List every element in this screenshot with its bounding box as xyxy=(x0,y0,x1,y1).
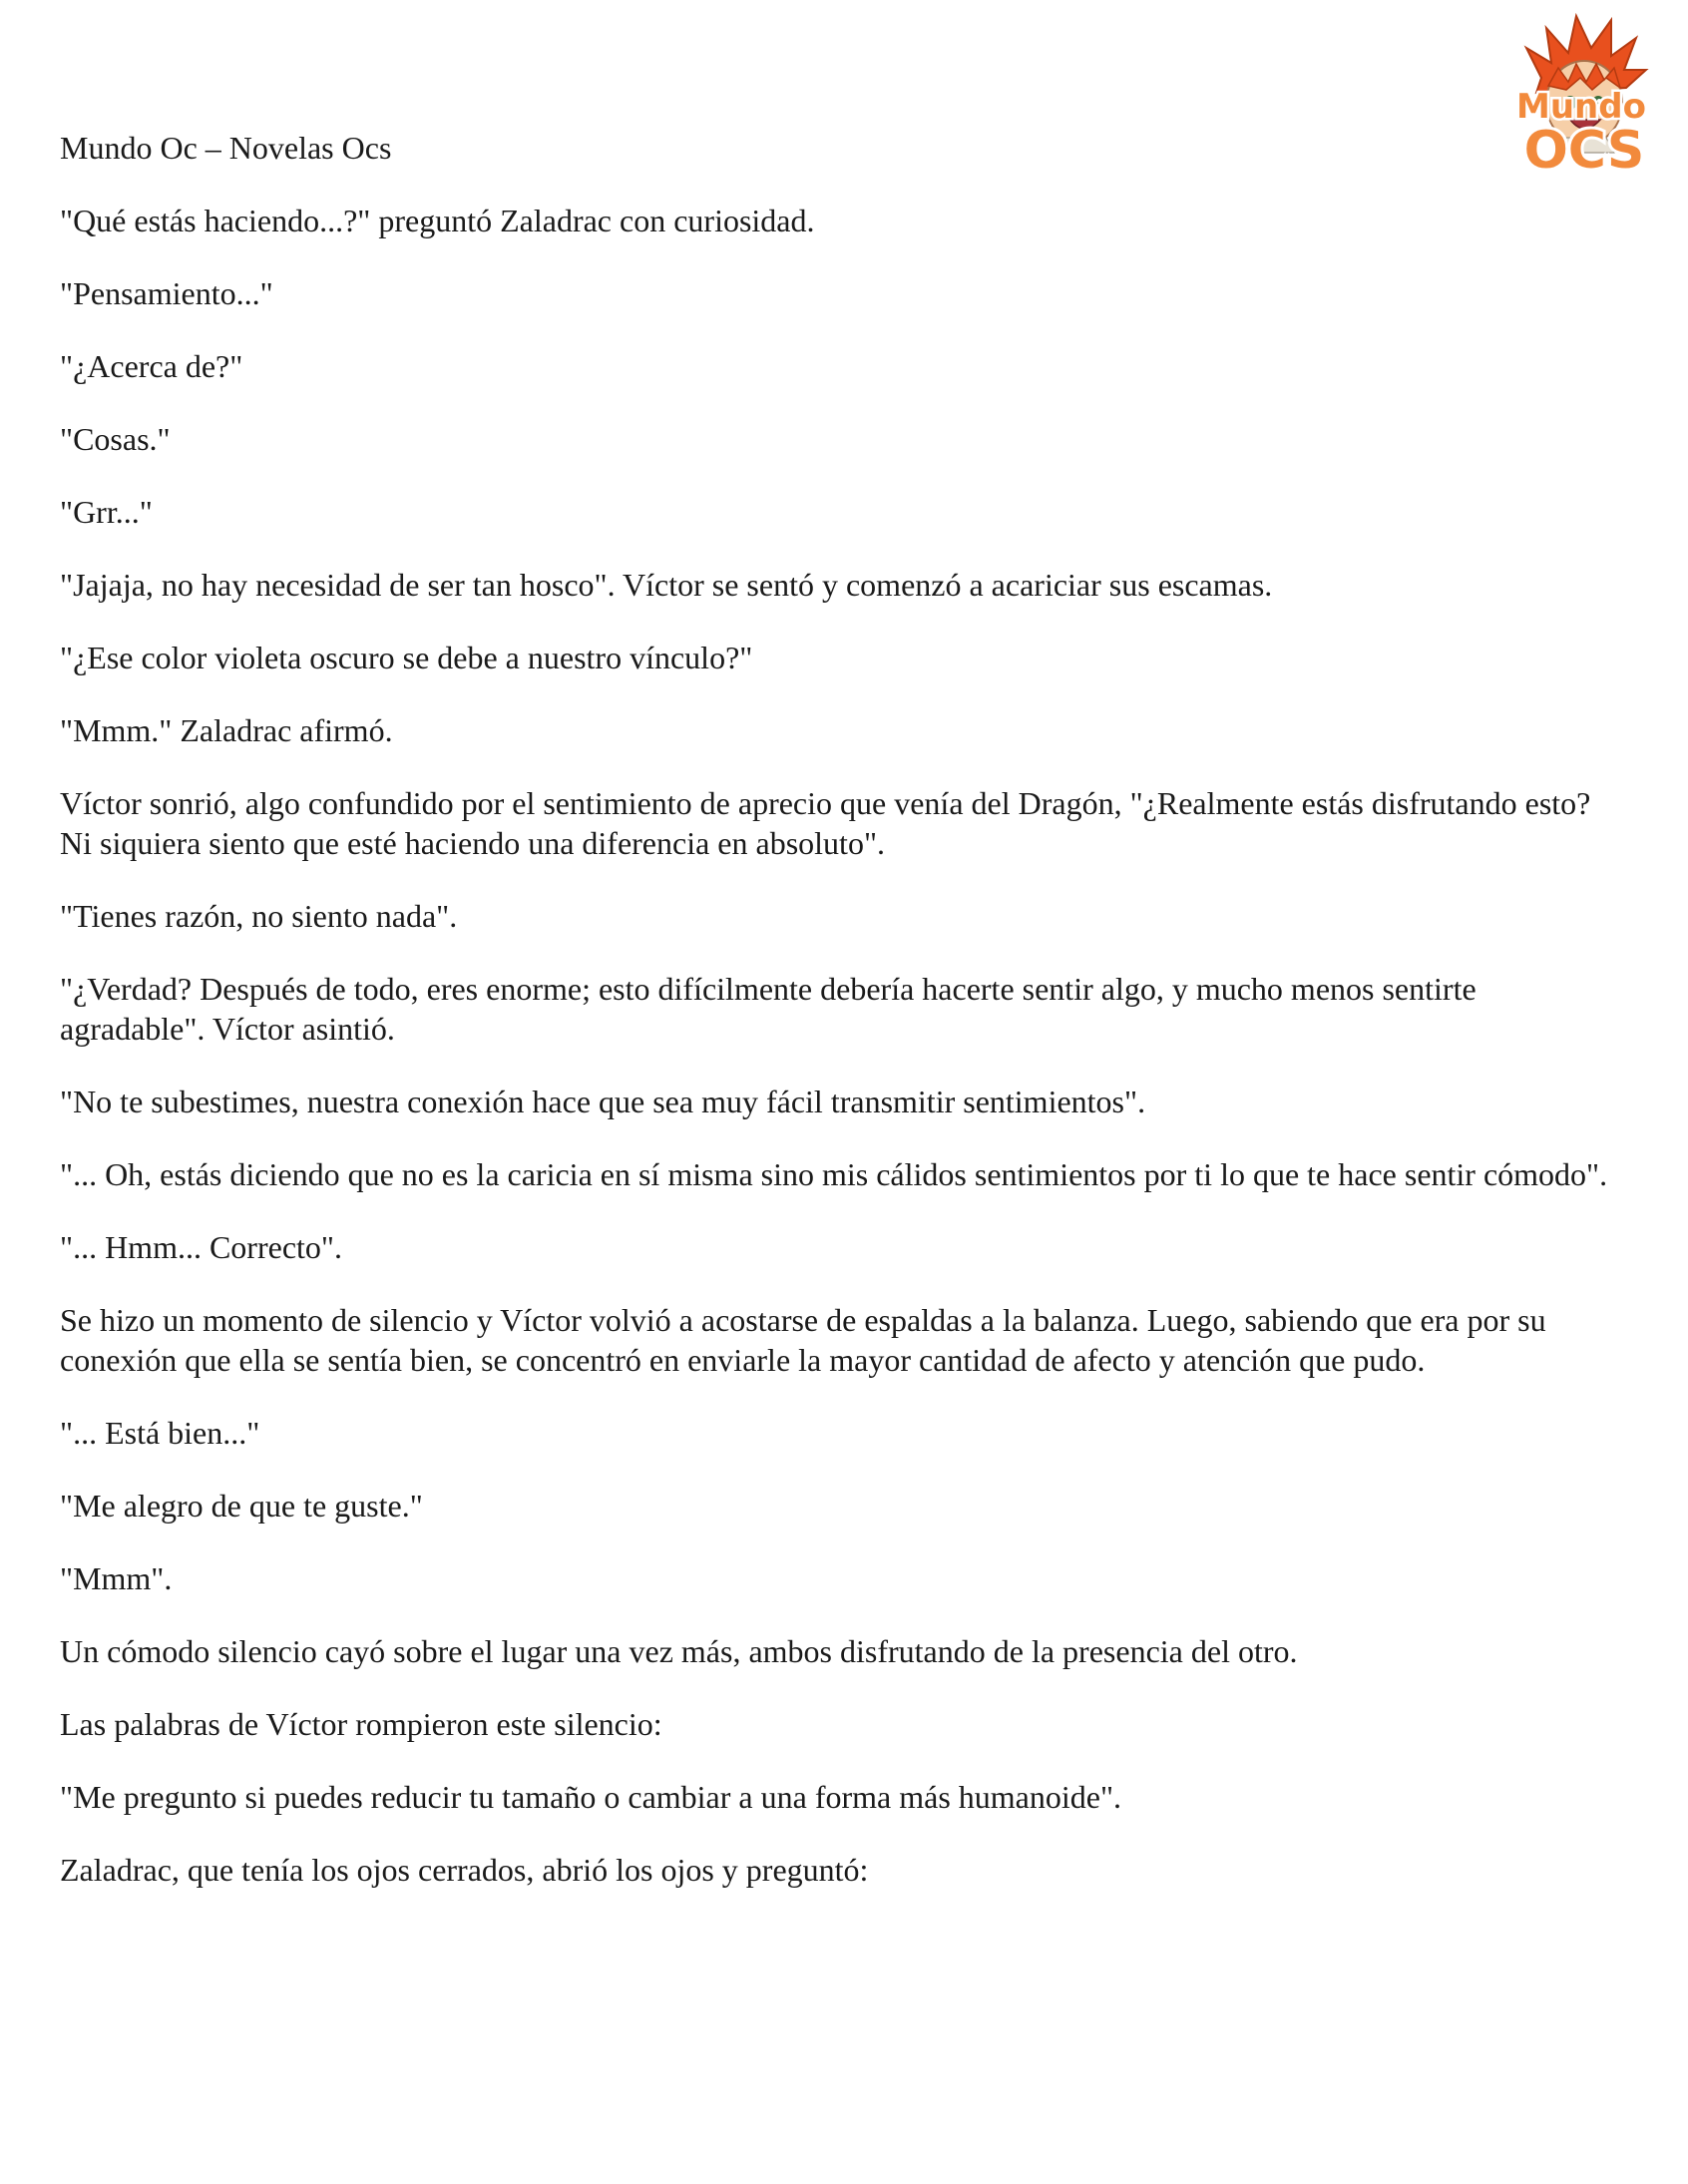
paragraph: Un cómodo silencio cayó sobre el lugar una vez más, ambos disfrutando de la presencia del otro. xyxy=(60,1633,1298,1669)
paragraph: "... Oh, estás diciendo que no es la caricia en sí misma sino mis cálidos sentimientos por ti lo que te hace sentir cómodo". xyxy=(60,1156,1608,1192)
paragraph: "Tienes razón, no siento nada". xyxy=(60,898,458,934)
paragraph: "Me pregunto si puedes reducir tu tamaño o cambiar a una forma más humanoide". xyxy=(60,1779,1122,1815)
paragraph: "... Está bien..." xyxy=(60,1415,260,1451)
paragraph: "¿Ese color violeta oscuro se debe a nuestro vínculo?" xyxy=(60,640,753,675)
paragraph: "Mmm." Zaladrac afirmó. xyxy=(60,712,393,748)
paragraph: "Jajaja, no hay necesidad de ser tan hosco". Víctor se sentó y comenzó a acariciar sus escamas. xyxy=(60,567,1273,603)
paragraph: "No te subestimes, nuestra conexión hace que sea muy fácil transmitir sentimientos". xyxy=(60,1084,1146,1119)
paragraph: "¿Acerca de?" xyxy=(60,348,243,384)
site-header-line: Mundo Oc – Novelas Ocs xyxy=(60,130,392,166)
paragraph: "Mmm". xyxy=(60,1560,173,1596)
paragraph: "Cosas." xyxy=(60,421,171,457)
paragraph: "Me alegro de que te guste." xyxy=(60,1488,423,1524)
logo-text-top: Mundo xyxy=(1516,87,1646,127)
paragraph: Las palabras de Víctor rompieron este silencio: xyxy=(60,1706,662,1742)
paragraph: Víctor sonrió, algo confundido por el sentimiento de aprecio que venía del Dragón, "¿Realmente estás disfrutando esto? Ni siquiera siento que esté haciendo una diferencia en absoluto". xyxy=(60,785,1591,861)
paragraph: "Grr..." xyxy=(60,494,153,530)
paragraph: "Pensamiento..." xyxy=(60,275,273,311)
logo-text-bottom: OCS xyxy=(1523,121,1645,181)
paragraph: Zaladrac, que tenía los ojos cerrados, abrió los ojos y preguntó: xyxy=(60,1852,869,1888)
paragraph: "... Hmm... Correcto". xyxy=(60,1229,342,1265)
paragraph: "¿Verdad? Después de todo, eres enorme; esto difícilmente debería hacerte sentir algo, y mucho menos sentirte agradable". Víctor asintió. xyxy=(60,971,1477,1047)
paragraph: Se hizo un momento de silencio y Víctor volvió a acostarse de espaldas a la balanza. Luego, sabiendo que era por su conexión que ella se sentía bien, se concentró en enviarle la mayor cantidad de afecto y atención que pudo. xyxy=(60,1302,1546,1378)
document-body xyxy=(60,128,1616,1923)
paragraph: "Qué estás haciendo...?" preguntó Zaladrac con curiosidad. xyxy=(60,203,815,238)
